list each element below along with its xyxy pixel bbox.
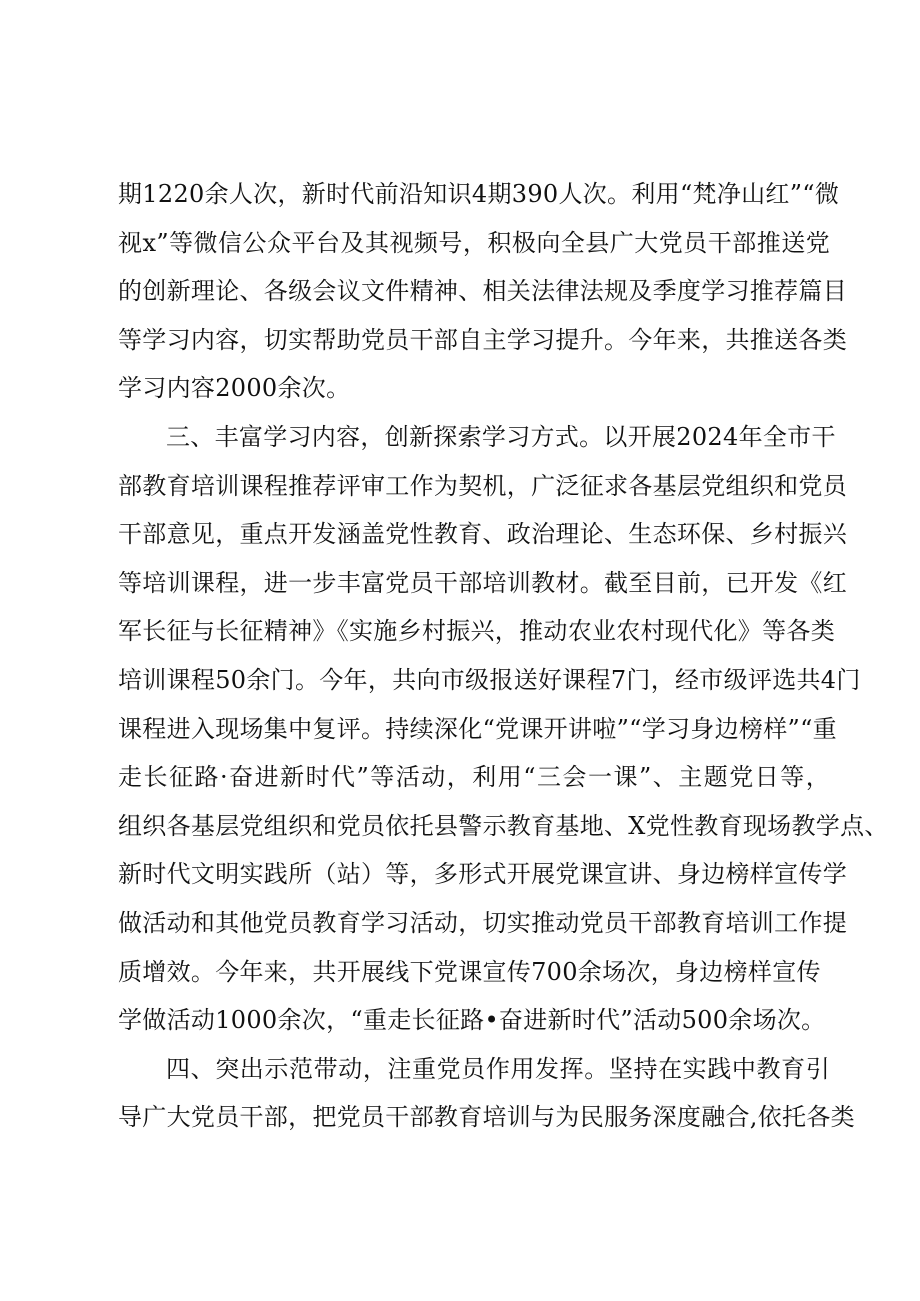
text-line: 三、丰富学习内容，创新探索学习方式。以开展2024年全市干 <box>166 422 836 451</box>
text-line: 部教育培训课程推荐评审工作为契机，广泛征求各基层党组织和党员 <box>118 471 847 500</box>
text-line: 军长征与长征精神》《实施乡村振兴，推动农业农村现代化》等各类 <box>118 617 835 646</box>
text-line: 的创新理论、各级会议文件精神、相关法律法规及季度学习推荐篇目 <box>118 277 847 306</box>
text-line: 组织各基层党组织和党员依托县警示教育基地、X党性教育现场教学点、 <box>118 811 889 840</box>
body-text <box>118 170 889 1142</box>
text-line: 学习内容2000余次。 <box>118 374 351 403</box>
text-line: 质增效。今年来，共开展线下党课宣传700余场次，身边榜样宣传 <box>118 957 821 986</box>
text-line: 培训课程50余门。今年，共向市级报送好课程7门，经市级评选共4门 <box>118 665 861 694</box>
text-line: 学做活动1000余次，“重走长征路•奋进新时代”活动500余场次。 <box>118 1006 826 1035</box>
text-line: 走长征路·奋进新时代”等活动，利用“三会一课”、主题党日等， <box>118 763 830 792</box>
text-line: 期1220余人次，新时代前沿知识4期390人次。利用“梵净山红”“微 <box>118 180 840 208</box>
text-line: 做活动和其他党员教育学习活动，切实推动党员干部教育培训工作提 <box>118 908 847 937</box>
text-line: 视x”等微信公众平台及其视频号，积极向全县广大党员干部推送党 <box>118 228 830 257</box>
text-line: 等培训课程，进一步丰富党员干部培训教材。截至目前，已开发《红 <box>118 568 847 597</box>
text-line: 新时代文明实践所（站）等，多形式开展党课宣讲、身边榜样宣传学 <box>118 860 847 889</box>
text-line: 课程进入现场集中复评。持续深化“党课开讲啦”“学习身边榜样”“重 <box>118 714 837 743</box>
text-line: 干部意见，重点开发涵盖党性教育、政治理论、生态环保、乡村振兴 <box>118 520 847 549</box>
text-line: 四、突出示范带动，注重党员作用发挥。坚持在实践中教育引 <box>166 1054 830 1083</box>
text-line: 导广大党员干部，把党员干部教育培训与为民服务深度融合,依托各类 <box>118 1103 855 1132</box>
text-line: 等学习内容，切实帮助党员干部自主学习提升。今年来，共推送各类 <box>118 325 847 354</box>
